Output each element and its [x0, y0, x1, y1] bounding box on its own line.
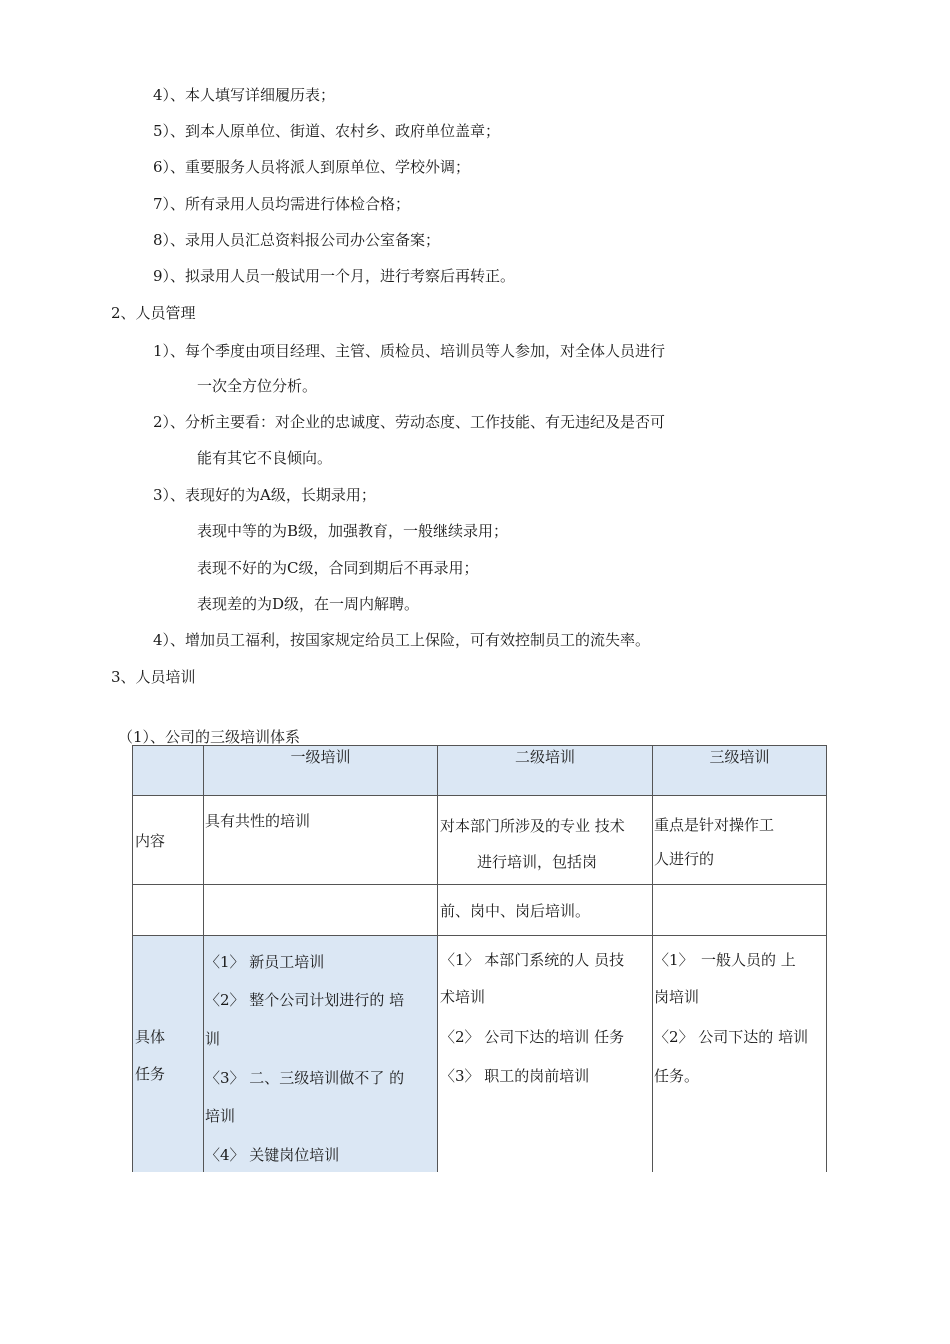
task-1-1: 〈1〉 新员工培训	[205, 953, 325, 971]
mgmt-item-1-cont: 一次全方位分析。	[197, 377, 318, 395]
content-label-cell	[133, 796, 204, 885]
content-level-3-line-2: 人进行的	[654, 850, 715, 868]
tasks-level-3	[653, 936, 827, 1173]
mgmt-item-1: 1）、每个季度由项目经理、主管、质检员、培训员等人参加，对全体人员进行	[153, 342, 666, 360]
step-7: 7）、所有录用人员均需进行体检合格；	[153, 195, 411, 213]
content-level-3-line-1: 重点是针对操作工	[654, 816, 775, 834]
step-8: 8）、录用人员汇总资料报公司办公室备案；	[153, 231, 441, 249]
tasks-level-2	[438, 936, 653, 1173]
content-level-1-text: 具有共性的培训	[205, 812, 311, 830]
mgmt-item-3-d: 表现差的为D级，在一周内解聘。	[197, 595, 420, 613]
training-table	[132, 745, 827, 1172]
tasks-label-line-1: 具体	[135, 1028, 166, 1046]
step-6: 6）、重要服务人员将派人到原单位、学校外调；	[153, 158, 471, 176]
task-1-4: 〈4〉 关键岗位培训	[205, 1146, 340, 1164]
task-1-3-cont: 培训	[205, 1107, 236, 1125]
header-empty	[133, 746, 204, 796]
table-caption: （1）、公司的三级培训体系	[118, 728, 301, 746]
tasks-label-cell	[133, 936, 204, 1173]
section-3-title: 3、人员培训	[111, 668, 196, 686]
mgmt-item-4: 4）、增加员工福利，按国家规定给员工上保险，可有效控制员工的流失率。	[153, 631, 651, 649]
mgmt-item-3-c: 表现不好的为C级，合同到期后不再录用；	[197, 559, 479, 577]
tasks-row	[133, 936, 827, 1173]
task-3-1: 〈1〉 一般人员的 上	[654, 951, 796, 969]
task-2-3: 〈3〉 职工的岗前培训	[440, 1067, 590, 1085]
task-3-2-cont: 任务。	[654, 1067, 700, 1085]
mgmt-item-3-b: 表现中等的为B级，加强教育，一般继续录用；	[197, 522, 509, 540]
task-1-3: 〈3〉 二、三级培训做不了 的	[205, 1069, 405, 1087]
content-row	[133, 796, 827, 885]
mgmt-item-2-cont: 能有其它不良倾向。	[197, 449, 333, 467]
tasks-label-line-2: 任务	[135, 1065, 166, 1083]
mgmt-item-3: 3）、表现好的为A级，长期录用；	[153, 486, 376, 504]
content-cont-level-2	[438, 885, 653, 936]
header-level-2: 二级培训	[438, 746, 653, 796]
content-cont-empty-1	[133, 885, 204, 936]
content-cont-empty-3	[653, 885, 827, 936]
content-level-2-line-3: 前、岗中、岗后培训。	[440, 902, 591, 920]
content-level-3	[653, 796, 827, 885]
header-level-3: 三级培训	[653, 746, 827, 796]
tasks-level-1	[204, 936, 438, 1173]
step-9: 9）、拟录用人员一般试用一个月，进行考察后再转正。	[153, 267, 516, 285]
content-cont-empty-2	[204, 885, 438, 936]
content-level-2	[438, 796, 653, 885]
content-level-2-line-2: 进行培训，包括岗	[477, 853, 598, 871]
step-4: 4）、本人填写详细履历表；	[153, 86, 336, 104]
section-2-title: 2、人员管理	[111, 304, 196, 322]
step-5: 5）、到本人原单位、街道、农村乡、政府单位盖章；	[153, 122, 501, 140]
content-label: 内容	[135, 832, 166, 850]
mgmt-item-2: 2）、分析主要看：对企业的忠诚度、劳动态度、工作技能、有无违纪及是否可	[153, 413, 666, 431]
task-3-1-cont: 岗培训	[654, 988, 700, 1006]
content-cont-row	[133, 885, 827, 936]
task-1-2-cont: 训	[205, 1030, 221, 1048]
task-2-2: 〈2〉 公司下达的培训 任务	[440, 1028, 625, 1046]
task-3-2: 〈2〉 公司下达的 培训	[654, 1028, 809, 1046]
task-2-1-cont: 术培训	[440, 988, 486, 1006]
task-1-2: 〈2〉 整个公司计划进行的 培	[205, 991, 405, 1009]
table-header-row	[133, 746, 827, 796]
content-level-1	[204, 796, 438, 885]
task-2-1: 〈1〉 本部门系统的人 员技	[440, 951, 625, 969]
header-level-1: 一级培训	[204, 746, 438, 796]
content-level-2-line-1: 对本部门所涉及的专业 技术	[440, 817, 625, 835]
